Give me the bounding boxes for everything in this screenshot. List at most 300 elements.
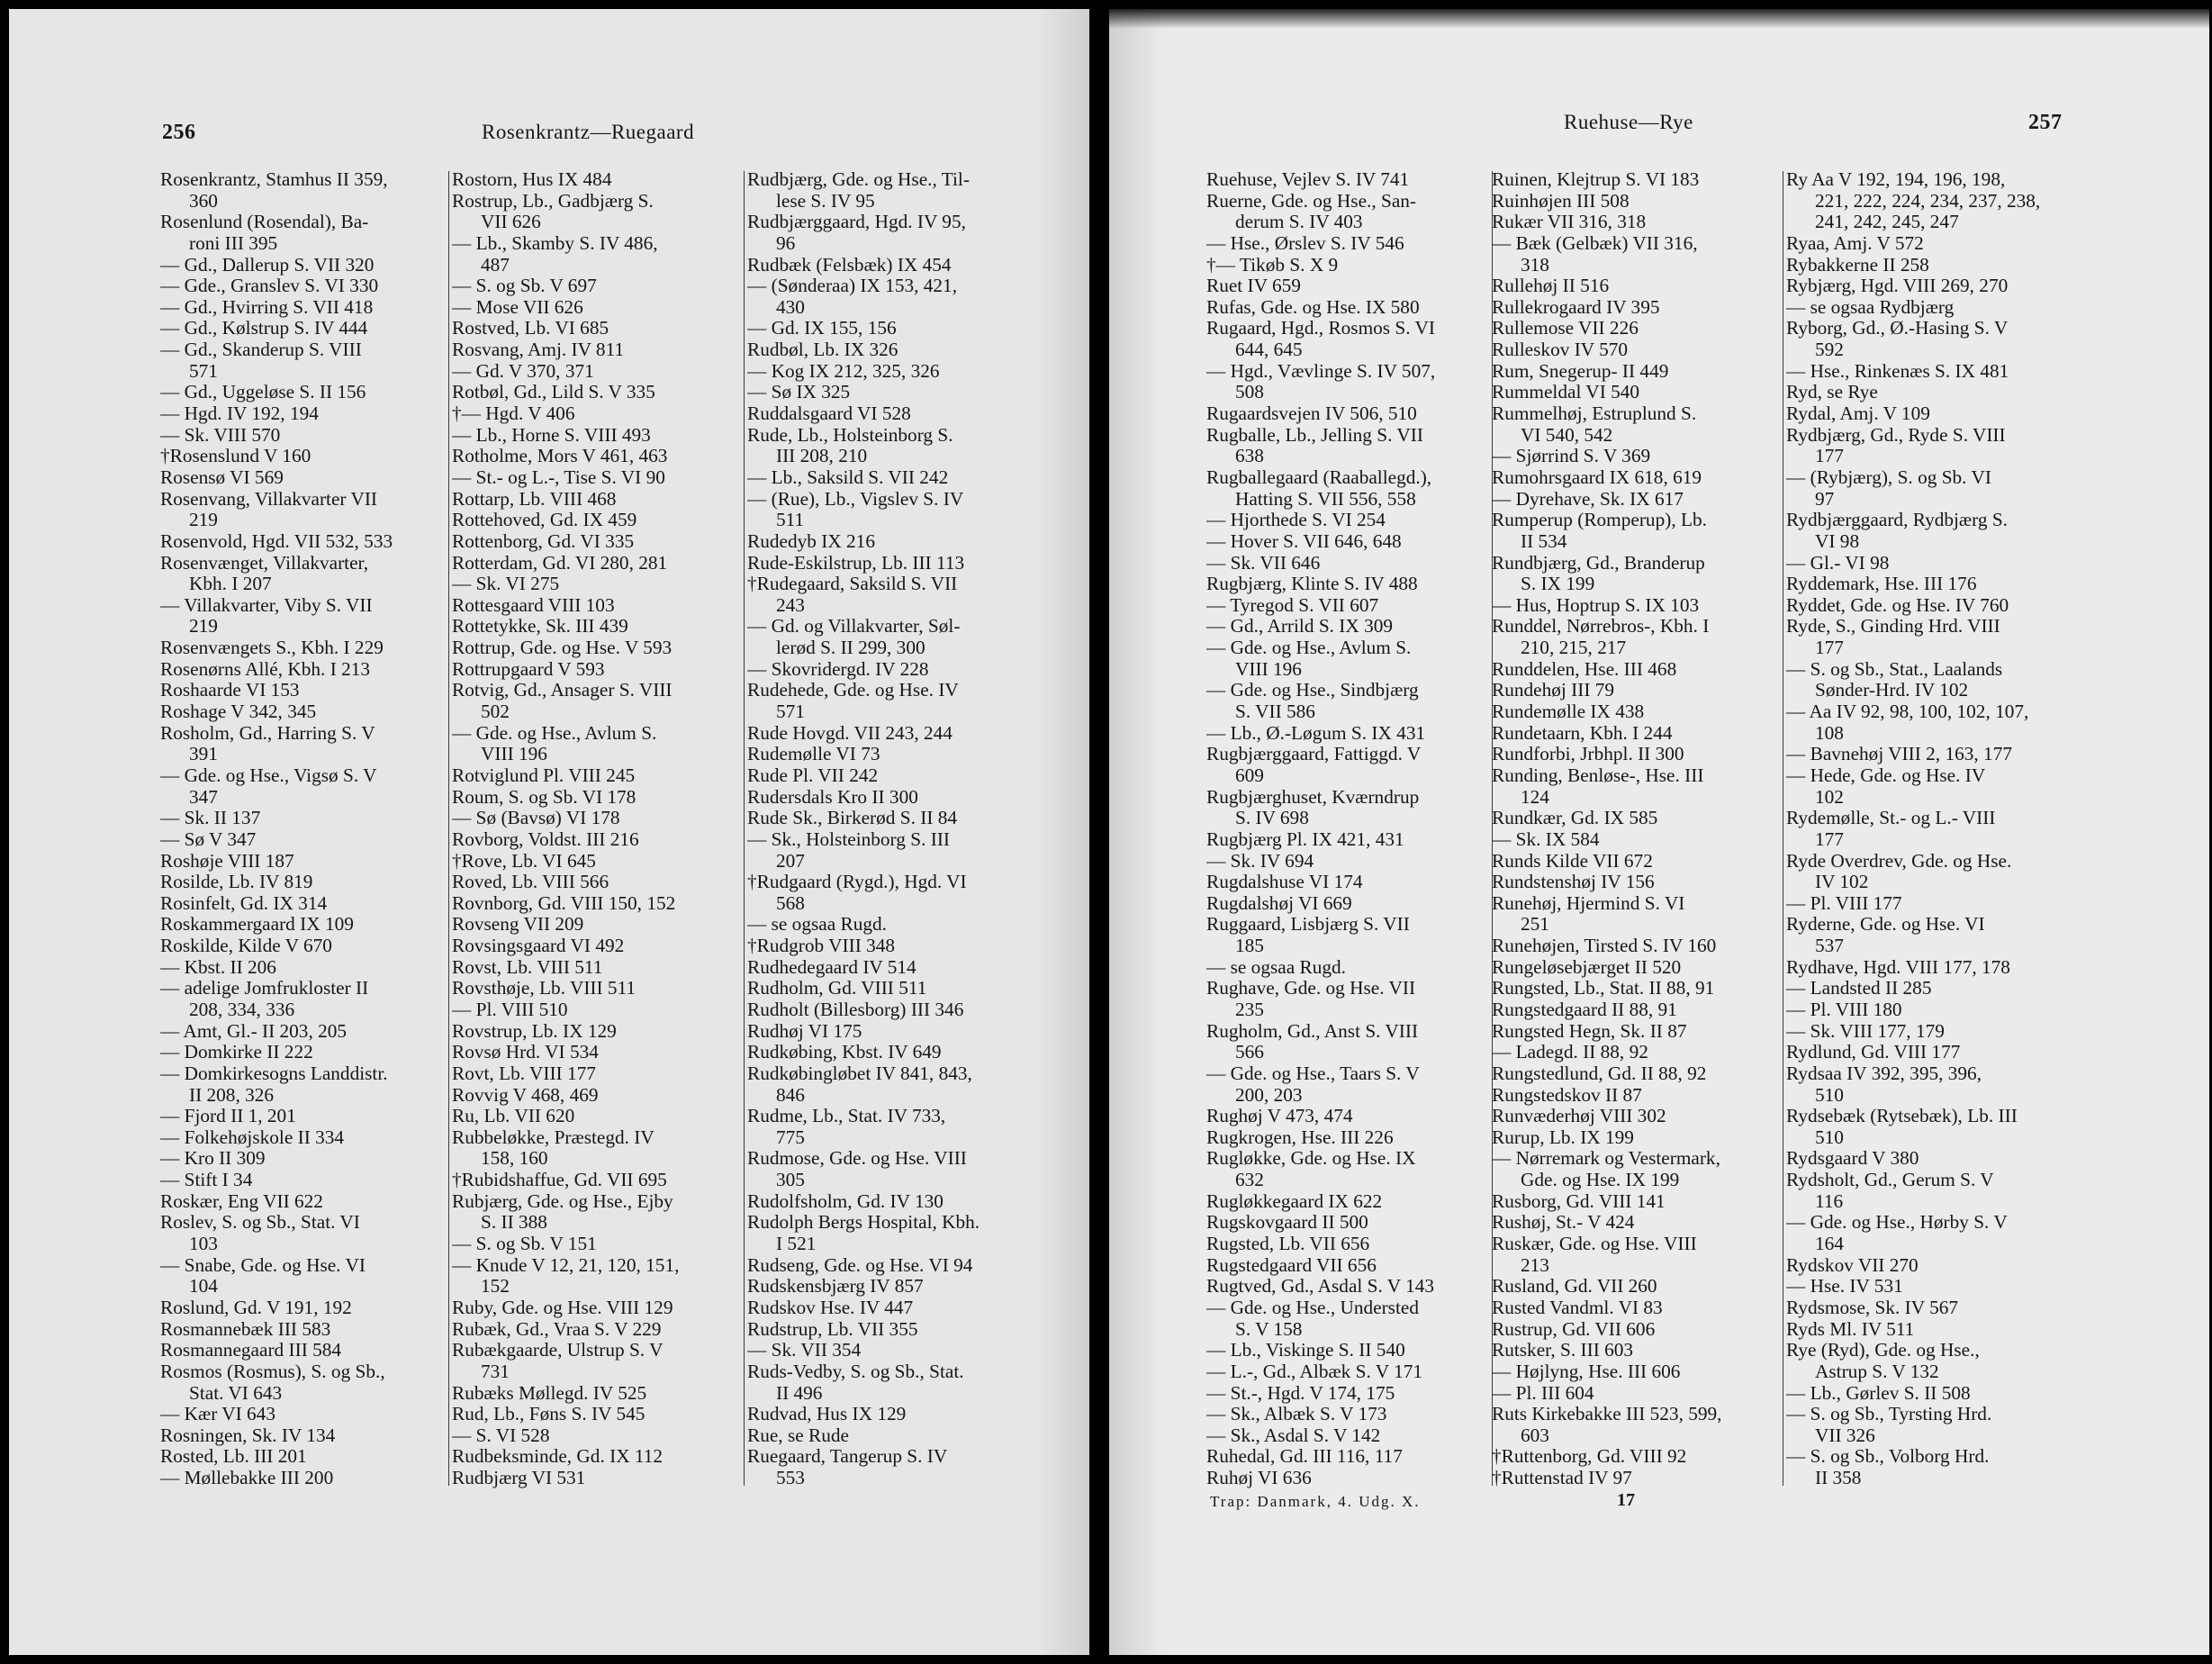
index-entry-continuation: 305 — [776, 1170, 805, 1191]
index-entry: Rundetaarn, Kbh. I 244 — [1492, 722, 1673, 744]
index-entry: Rovsthøje, Lb. VIII 511 — [452, 978, 637, 999]
index-entry: Ry Aa V 192, 194, 196, 198, — [1786, 169, 2006, 190]
index-entry: Rundemølle IX 438 — [1492, 701, 1645, 723]
index-entry: Rosholm, Gd., Harring S. V — [160, 722, 375, 744]
index-column-3 — [747, 169, 1037, 1489]
index-entry: — Hus, Hoptrup S. IX 103 — [1492, 594, 1700, 616]
index-entry: Rudemølle VI 73 — [747, 744, 880, 765]
index-entry: — Lb., Saksild S. VII 242 — [747, 466, 949, 488]
index-entry: Rudseng, Gde. og Hse. VI 94 — [747, 1254, 973, 1276]
index-entry: Rungstedlund, Gd. II 88, 92 — [1492, 1063, 1707, 1084]
index-entry: — Knude V 12, 21, 120, 151, — [452, 1254, 680, 1276]
index-entry: Rushøj, St.- V 424 — [1492, 1212, 1635, 1234]
right-page — [1109, 9, 2209, 1655]
index-entry: — S. og Sb., Tyrsting Hrd. — [1786, 1404, 1992, 1425]
index-entry: — Hgd. IV 192, 194 — [160, 403, 319, 425]
index-entry: Rudbæk (Felsbæk) IX 454 — [747, 254, 952, 276]
index-column-2 — [1492, 169, 1783, 1489]
index-entry: Rugløkkegaard IX 622 — [1206, 1190, 1383, 1212]
page-number: 257 — [2028, 111, 2063, 134]
index-entry: Ruinen, Klejtrup S. VI 183 — [1492, 169, 1700, 190]
index-entry: — Lb., Horne S. VIII 493 — [452, 424, 651, 446]
index-entry: †— Hgd. V 406 — [452, 403, 575, 425]
index-entry-continuation: IV 102 — [1815, 872, 1869, 893]
index-entry: Rufas, Gde. og Hse. IX 580 — [1206, 296, 1420, 318]
index-entry: †Ruttenstad IV 97 — [1492, 1468, 1632, 1489]
index-entry: Rudbøl, Lb. IX 326 — [747, 339, 898, 361]
index-entry: Rubjærg, Gde. og Hse., Ejby — [452, 1190, 673, 1212]
index-entry-continuation: S. VII 586 — [1235, 701, 1315, 723]
index-entry: Rugbjærggaard, Fattiggd. V — [1206, 744, 1422, 765]
index-entry: Rosenvold, Hgd. VII 532, 533 — [160, 530, 393, 552]
index-entry: — Hover S. VII 646, 648 — [1206, 530, 1402, 552]
index-entry: — Pl. VIII 180 — [1786, 999, 1902, 1020]
index-entry: — L.-, Gd., Albæk S. V 171 — [1206, 1361, 1423, 1382]
index-entry: Rue, se Rude — [747, 1424, 849, 1446]
index-entry: †Rosenslund V 160 — [160, 446, 311, 467]
index-entry: Roshage V 342, 345 — [160, 701, 317, 723]
index-entry: Rulleskov IV 570 — [1492, 339, 1629, 361]
index-entry: †Rudegaard, Saksild S. VII — [747, 574, 958, 595]
index-entry: Rudholm, Gd. VIII 511 — [747, 978, 927, 999]
index-entry: Rydemølle, St.- og L.- VIII — [1786, 808, 1996, 829]
index-entry: — se ogsaa Rugd. — [1206, 956, 1346, 978]
index-entry-continuation: 108 — [1815, 722, 1844, 744]
index-entry: — St.-, Hgd. V 174, 175 — [1206, 1382, 1395, 1404]
index-entry: Rugstedgaard VII 656 — [1206, 1254, 1377, 1276]
index-entry-continuation: 537 — [1815, 936, 1844, 957]
index-entry: Ruinhøjen III 508 — [1492, 190, 1630, 212]
index-entry-continuation: 185 — [1235, 936, 1264, 957]
index-entry: Rugaard, Hgd., Rosmos S. VI — [1206, 318, 1435, 339]
index-entry: Rotvig, Gd., Ansager S. VIII — [452, 680, 673, 701]
index-entry: Rosenørns Allé, Kbh. I 213 — [160, 658, 371, 680]
index-entry: — Ladegd. II 88, 92 — [1492, 1042, 1648, 1063]
index-entry-continuation: I 521 — [776, 1234, 817, 1255]
index-entry: Rottarp, Lb. VIII 468 — [452, 488, 617, 510]
index-entry: Rottehoved, Gd. IX 459 — [452, 510, 637, 531]
index-entry-continuation: 568 — [776, 892, 805, 914]
index-entry: Rottrupgaard V 593 — [452, 658, 605, 680]
index-entry-continuation: 96 — [776, 232, 796, 254]
index-entry-continuation: 391 — [189, 744, 218, 765]
index-entry: Rudkøbing, Kbst. IV 649 — [747, 1042, 942, 1063]
index-entry: Rugballegaard (Raaballegd.), — [1206, 466, 1432, 488]
index-entry: Roshøje VIII 187 — [160, 850, 294, 872]
index-entry-continuation: Gde. og Hse. IX 199 — [1521, 1170, 1680, 1191]
index-entry-continuation: 152 — [481, 1276, 510, 1298]
index-entry: Rudbjærg VI 531 — [452, 1468, 586, 1489]
index-entry: — Fjord II 1, 201 — [160, 1106, 296, 1127]
index-entry: — Sjørrind S. V 369 — [1492, 446, 1651, 467]
index-entry: — Højlyng, Hse. III 606 — [1492, 1361, 1681, 1382]
index-entry-continuation: 502 — [481, 701, 510, 723]
left-page — [9, 9, 1089, 1655]
index-entry: — Kro II 309 — [160, 1148, 266, 1170]
index-entry: Rudolfsholm, Gd. IV 130 — [747, 1190, 943, 1212]
index-entry: Rovsø Hrd. VI 534 — [452, 1042, 599, 1063]
index-entry: — Lb., Gørlev S. II 508 — [1786, 1382, 1971, 1404]
index-entry-continuation: 102 — [1815, 786, 1844, 808]
index-entry: — Sk., Asdal S. V 142 — [1206, 1424, 1381, 1446]
index-entry: — Sø V 347 — [160, 828, 257, 850]
index-entry-continuation: 638 — [1235, 446, 1264, 467]
index-entry: Rungstedskov II 87 — [1492, 1084, 1642, 1106]
index-entry: — St.- og L.-, Tise S. VI 90 — [452, 466, 665, 488]
index-entry: Rullemose VII 226 — [1492, 318, 1639, 339]
index-entry: †— Tikøb S. X 9 — [1206, 254, 1339, 276]
index-entry-continuation: 158, 160 — [481, 1148, 548, 1170]
index-entry-continuation: 219 — [189, 616, 218, 638]
index-entry: — Pl. VIII 510 — [452, 999, 568, 1020]
index-entry: Rotviglund Pl. VIII 245 — [452, 764, 636, 786]
index-entry: — Møllebakke III 200 — [160, 1468, 334, 1489]
index-entry-continuation: Astrup S. V 132 — [1815, 1361, 1939, 1382]
index-entry: Rugdalshøj VI 669 — [1206, 892, 1352, 914]
index-entry: — Amt, Gl.- II 203, 205 — [160, 1020, 348, 1042]
index-entry: — Domkirkesogns Landdistr. — [160, 1063, 388, 1084]
index-entry-continuation: lese S. IV 95 — [776, 190, 875, 212]
index-entry: Rubækgaarde, Ulstrup S. V — [452, 1340, 664, 1361]
index-entry: Roshaarde VI 153 — [160, 680, 300, 701]
index-entry: Rundstenshøj IV 156 — [1492, 872, 1655, 893]
index-entry: — Sk. VII 646 — [1206, 552, 1321, 574]
index-entry: — Gde. og Hse., Understed — [1206, 1297, 1419, 1318]
index-entry-continuation: VII 626 — [481, 212, 541, 233]
index-entry: — Villakvarter, Viby S. VII — [160, 594, 373, 616]
index-entry: Roum, S. og Sb. VI 178 — [452, 786, 637, 808]
index-entry: Rude, Lb., Holsteinborg S. — [747, 424, 953, 446]
index-entry: Rugbjærg Pl. IX 421, 431 — [1206, 828, 1404, 850]
index-entry: †Rove, Lb. VI 645 — [452, 850, 596, 872]
index-entry: — Snabe, Gde. og Hse. VI — [160, 1254, 366, 1276]
index-entry: — Aa IV 92, 98, 100, 102, 107, — [1786, 701, 2029, 723]
index-entry: Rukær VII 316, 318 — [1492, 212, 1647, 233]
index-entry: Rusted Vandml. VI 83 — [1492, 1297, 1663, 1318]
index-entry-continuation: 846 — [776, 1084, 805, 1106]
index-entry-continuation: VIII 196 — [1235, 658, 1302, 680]
index-entry: Rotbøl, Gd., Lild S. V 335 — [452, 382, 655, 403]
index-entry: Rovseng VII 209 — [452, 914, 584, 936]
index-entry: Rughøj V 473, 474 — [1206, 1106, 1353, 1127]
index-entry: Rovstrup, Lb. IX 129 — [452, 1020, 617, 1042]
gutter-shadow — [1035, 9, 1089, 1655]
index-entry: Rudme, Lb., Stat. IV 733, — [747, 1106, 946, 1127]
index-entry-continuation: 241, 242, 245, 247 — [1815, 212, 1959, 233]
index-entry: Ruet IV 659 — [1206, 276, 1301, 297]
index-column-1 — [160, 169, 447, 1489]
index-entry: Rude Hovgd. VII 243, 244 — [747, 722, 953, 744]
index-entry-continuation: VIII 196 — [481, 744, 547, 765]
index-entry: Ruskær, Gde. og Hse. VIII — [1492, 1234, 1697, 1255]
index-entry: Runehøjen, Tirsted S. IV 160 — [1492, 936, 1717, 957]
index-entry: Rydsholt, Gd., Gerum S. V — [1786, 1170, 1994, 1191]
index-entry: — Gde. og Hse., Sindbjærg — [1206, 680, 1419, 701]
index-entry-continuation: 510 — [1815, 1084, 1844, 1106]
scan-edge-shadow — [1109, 9, 2209, 29]
index-entry-continuation: 208, 334, 336 — [189, 999, 295, 1020]
index-entry: Ryddemark, Hse. III 176 — [1786, 574, 1977, 595]
index-entry-continuation: 235 — [1235, 999, 1264, 1020]
index-entry: Rundforbi, Jrbhpl. II 300 — [1492, 744, 1684, 765]
index-entry: — Hse., Ørslev S. IV 546 — [1206, 232, 1404, 254]
index-entry-continuation: 609 — [1235, 764, 1264, 786]
index-entry: Rostved, Lb. VI 685 — [452, 318, 609, 339]
column-rule — [744, 171, 745, 1486]
index-entry: — S. og Sb., Stat., Laalands — [1786, 658, 2003, 680]
index-entry: Rosted, Lb. III 201 — [160, 1446, 307, 1468]
index-entry-continuation: 103 — [189, 1234, 218, 1255]
index-entry: — Hse., Rinkenæs S. IX 481 — [1786, 360, 2009, 382]
index-entry-continuation: 207 — [776, 850, 805, 872]
index-entry-continuation: S. V 158 — [1235, 1318, 1303, 1340]
index-entry: — Gd. IX 155, 156 — [747, 318, 897, 339]
index-entry: — Bavnehøj VIII 2, 163, 177 — [1786, 744, 2012, 765]
index-entry: †Ruttenborg, Gd. VIII 92 — [1492, 1446, 1687, 1468]
index-entry-continuation: S. IX 199 — [1521, 574, 1595, 595]
index-entry: Rugaardsvejen IV 506, 510 — [1206, 403, 1417, 425]
index-entry: Rudedyb IX 216 — [747, 530, 875, 552]
index-entry: — Kog IX 212, 325, 326 — [747, 360, 940, 382]
index-entry: — Sk. II 137 — [160, 808, 261, 829]
index-entry: Rottetykke, Sk. III 439 — [452, 616, 628, 638]
index-entry: Rosmannegaard III 584 — [160, 1340, 342, 1361]
index-entry-continuation: 177 — [1815, 638, 1844, 659]
index-entry: Ryaa, Amj. V 572 — [1786, 232, 1924, 254]
index-entry: Ruegaard, Tangerup S. IV — [747, 1446, 948, 1468]
index-entry: Rosvang, Amj. IV 811 — [452, 339, 625, 361]
index-entry: Rosmannebæk III 583 — [160, 1318, 331, 1340]
index-entry: Rydsmose, Sk. IV 567 — [1786, 1297, 1959, 1318]
index-entry: — Kbst. II 206 — [160, 956, 276, 978]
index-entry: Rudehede, Gde. og Hse. IV — [747, 680, 959, 701]
index-entry-continuation: 566 — [1235, 1042, 1264, 1063]
index-entry-continuation: 553 — [776, 1468, 805, 1489]
index-entry: Rydlund, Gd. VIII 177 — [1786, 1042, 1961, 1063]
index-column-3 — [1786, 169, 2080, 1489]
index-entry: Runddel, Nørrebros-, Kbh. I — [1492, 616, 1710, 638]
index-entry-continuation: III 208, 210 — [776, 446, 868, 467]
index-entry: Rudmose, Gde. og Hse. VIII — [747, 1148, 967, 1170]
index-entry: Rosmos (Rosmus), S. og Sb., — [160, 1361, 385, 1382]
index-entry: — Lb., Viskinge S. II 540 — [1206, 1340, 1405, 1361]
index-entry: Ryderne, Gde. og Hse. VI — [1786, 914, 1985, 936]
index-entry: Rovnborg, Gd. VIII 150, 152 — [452, 892, 676, 914]
index-entry-continuation: lerød S. II 299, 300 — [776, 638, 925, 659]
index-entry: — Gde. og Hse., Taars S. V — [1206, 1063, 1420, 1084]
index-entry: Rungsted Hegn, Sk. II 87 — [1492, 1020, 1687, 1042]
index-entry-continuation: 318 — [1521, 254, 1549, 276]
index-entry: — Sk., Holsteinborg S. III — [747, 828, 951, 850]
index-entry-continuation: 200, 203 — [1235, 1084, 1303, 1106]
index-entry: Rybakkerne II 258 — [1786, 254, 1929, 276]
index-entry: — Landsted II 285 — [1786, 978, 1932, 999]
index-entry-continuation: 251 — [1521, 914, 1549, 936]
index-entry-continuation: S. II 388 — [481, 1212, 547, 1234]
index-entry: Rosenlund (Rosendal), Ba- — [160, 212, 369, 233]
index-entry: — Hgd., Vævlinge S. IV 507, — [1206, 360, 1436, 382]
index-entry: Rum, Snegerup- II 449 — [1492, 360, 1669, 382]
index-entry: Rudstrup, Lb. VII 355 — [747, 1318, 918, 1340]
index-column-1 — [1206, 169, 1494, 1489]
index-entry-continuation: 603 — [1521, 1424, 1549, 1446]
index-entry: Rosilde, Lb. IV 819 — [160, 872, 313, 893]
index-entry: — Sk. IV 694 — [1206, 850, 1314, 872]
index-entry: Rude Pl. VII 242 — [747, 764, 879, 786]
index-entry: Ruhedal, Gd. III 116, 117 — [1206, 1446, 1403, 1468]
index-entry: — Hse. IV 531 — [1786, 1276, 1903, 1298]
index-entry: — Sk., Albæk S. V 173 — [1206, 1404, 1387, 1425]
index-entry: Rutsker, S. III 603 — [1492, 1340, 1634, 1361]
index-entry: Rugbjærg, Klinte S. IV 488 — [1206, 574, 1418, 595]
index-entry-continuation: 571 — [189, 360, 218, 382]
index-entry: — Sk. VI 275 — [452, 574, 560, 595]
index-entry-continuation: II 496 — [776, 1382, 823, 1404]
index-entry: Rudersdals Kro II 300 — [747, 786, 918, 808]
index-entry: — Sk. VII 354 — [747, 1340, 862, 1361]
index-entry: Roslev, S. og Sb., Stat. VI — [160, 1212, 360, 1234]
index-entry: Rydskov VII 270 — [1786, 1254, 1919, 1276]
index-entry: Rustrup, Gd. VII 606 — [1492, 1318, 1656, 1340]
index-entry-continuation: 219 — [189, 510, 218, 531]
index-entry: — Gde. og Hse., Avlum S. — [1206, 638, 1412, 659]
index-entry: Rugbjærghuset, Kværndrup — [1206, 786, 1420, 808]
index-entry: — Skovridergd. IV 228 — [747, 658, 929, 680]
index-entry: Rugløkke, Gde. og Hse. IX — [1206, 1148, 1416, 1170]
index-entry: Rummeldal VI 540 — [1492, 382, 1640, 403]
index-entry: Ruehuse, Vejlev S. IV 741 — [1206, 169, 1410, 190]
index-entry-continuation: 508 — [1235, 382, 1264, 403]
index-entry-continuation: 243 — [776, 594, 805, 616]
index-entry: Rundbjærg, Gd., Branderup — [1492, 552, 1705, 574]
index-entry-continuation: 164 — [1815, 1234, 1844, 1255]
index-entry: — (Rue), Lb., Vigslev S. IV — [747, 488, 964, 510]
index-column-2 — [452, 169, 738, 1489]
index-entry: Rovvig V 468, 469 — [452, 1084, 599, 1106]
index-entry: Rud, Lb., Føns S. IV 545 — [452, 1404, 646, 1425]
index-entry-continuation: 644, 645 — [1235, 339, 1303, 361]
index-entry: — S. og Sb., Volborg Hrd. — [1786, 1446, 1990, 1468]
index-entry: — Sk. VIII 570 — [160, 424, 281, 446]
index-entry-continuation: 116 — [1815, 1190, 1844, 1212]
index-entry: — Kær VI 643 — [160, 1404, 275, 1425]
index-entry-continuation: 592 — [1815, 339, 1844, 361]
index-entry: — Gd. V 370, 371 — [452, 360, 594, 382]
index-entry: — Bæk (Gelbæk) VII 316, — [1492, 232, 1698, 254]
index-entry: — se ogsaa Rugd. — [747, 914, 887, 936]
index-entry-continuation: Stat. VI 643 — [189, 1382, 283, 1404]
index-entry: Rydsgaard V 380 — [1786, 1148, 1919, 1170]
index-entry: Rottesgaard VIII 103 — [452, 594, 615, 616]
index-entry: Rugskovgaard II 500 — [1206, 1212, 1368, 1234]
index-entry: Rungeløsebjærget II 520 — [1492, 956, 1682, 978]
index-entry: — S. VI 528 — [452, 1424, 550, 1446]
index-entry: — Gd., Dallerup S. VII 320 — [160, 254, 375, 276]
index-entry-continuation: II 534 — [1521, 530, 1567, 552]
index-entry: Rosenvængets S., Kbh. I 229 — [160, 638, 384, 659]
index-entry-continuation: 775 — [776, 1126, 805, 1148]
index-entry: Ruggaard, Lisbjærg S. VII — [1206, 914, 1410, 936]
index-entry: Rugkrogen, Hse. III 226 — [1206, 1126, 1394, 1148]
index-entry: — Lb., Ø.-Løgum S. IX 431 — [1206, 722, 1426, 744]
index-entry-continuation: 360 — [189, 190, 218, 212]
index-entry: — Tyregod S. VII 607 — [1206, 594, 1379, 616]
index-entry-continuation: II 208, 326 — [189, 1084, 275, 1106]
index-entry: Rugholm, Gd., Anst S. VIII — [1206, 1020, 1419, 1042]
index-entry: Runddelen, Hse. III 468 — [1492, 658, 1677, 680]
index-entry-continuation: 430 — [776, 296, 805, 318]
index-entry: Rottenborg, Gd. VI 335 — [452, 530, 635, 552]
index-entry-continuation: II 358 — [1815, 1468, 1862, 1489]
index-entry: Rudbjærggaard, Hgd. IV 95, — [747, 212, 966, 233]
index-entry: — Gl.- VI 98 — [1786, 552, 1890, 574]
index-entry: — Sk. IX 584 — [1492, 828, 1600, 850]
index-entry: †Rudgaard (Rygd.), Hgd. VI — [747, 872, 967, 893]
index-entry-continuation: 97 — [1815, 488, 1835, 510]
index-entry: Runvæderhøj VIII 302 — [1492, 1106, 1666, 1127]
index-entry: Rungsted, Lb., Stat. II 88, 91 — [1492, 978, 1715, 999]
index-entry: Roskilde, Kilde V 670 — [160, 936, 332, 957]
index-entry: Roskær, Eng VII 622 — [160, 1190, 323, 1212]
index-entry: — Folkehøjskole II 334 — [160, 1126, 345, 1148]
index-entry: Rydsaa IV 392, 395, 396, — [1786, 1063, 1982, 1084]
index-entry: Rugtved, Gd., Asdal S. V 143 — [1206, 1276, 1435, 1298]
index-entry: Rullehøj II 516 — [1492, 276, 1610, 297]
index-entry: Rudbeksminde, Gd. IX 112 — [452, 1446, 664, 1468]
index-entry: Runding, Benløse-, Hse. III — [1492, 764, 1704, 786]
index-entry: — Gde. og Hse., Avlum S. — [452, 722, 657, 744]
index-entry: — adelige Jomfrukloster II — [160, 978, 369, 999]
index-entry-continuation: 210, 215, 217 — [1521, 638, 1627, 659]
index-entry-continuation: 221, 222, 224, 234, 237, 238, — [1815, 190, 2041, 212]
index-entry-continuation: roni III 395 — [189, 232, 278, 254]
index-entry: — Gde. og Hse., Hørby S. V — [1786, 1212, 2008, 1234]
index-entry-continuation: Kbh. I 207 — [189, 574, 272, 595]
index-entry-continuation: 510 — [1815, 1126, 1844, 1148]
index-entry: Ruddalsgaard VI 528 — [747, 403, 911, 425]
index-entry: Rosenvænget, Villakvarter, — [160, 552, 369, 574]
index-entry-continuation: 571 — [776, 701, 805, 723]
index-entry-continuation: 731 — [481, 1361, 510, 1382]
index-entry-continuation: 213 — [1521, 1254, 1549, 1276]
index-entry: — Hede, Gde. og Hse. IV — [1786, 764, 1986, 786]
index-entry-continuation: 632 — [1235, 1170, 1264, 1191]
index-entry: Rydal, Amj. V 109 — [1786, 403, 1930, 425]
index-entry: Rosinfelt, Gd. IX 314 — [160, 892, 328, 914]
index-entry: Rovsingsgaard VI 492 — [452, 936, 625, 957]
index-entry: Rugdalshuse VI 174 — [1206, 872, 1363, 893]
index-entry: — Gd., Arrild S. IX 309 — [1206, 616, 1394, 638]
index-entry: Ryde Overdrev, Gde. og Hse. — [1786, 850, 2012, 872]
column-rule — [448, 171, 449, 1486]
index-entry: Rotterdam, Gd. VI 280, 281 — [452, 552, 668, 574]
running-header: Rosenkrantz—Ruegaard — [482, 121, 695, 143]
index-entry: Ru, Lb. VII 620 — [452, 1106, 575, 1127]
index-entry: Ryde, S., Ginding Hrd. VIII — [1786, 616, 2000, 638]
index-entry: — (Rybjærg), S. og Sb. VI — [1786, 466, 1991, 488]
index-entry: — Sk. VIII 177, 179 — [1786, 1020, 1945, 1042]
index-entry: Rottrup, Gde. og Hse. V 593 — [452, 638, 673, 659]
index-entry-continuation: derum S. IV 403 — [1235, 212, 1363, 233]
index-entry: — se ogsaa Rydbjærg — [1786, 296, 1955, 318]
index-entry: Rummelhøj, Estruplund S. — [1492, 403, 1697, 425]
index-entry: — Gd., Skanderup S. VIII — [160, 339, 362, 361]
index-entry: Rurup, Lb. IX 199 — [1492, 1126, 1634, 1148]
index-entry: Ruhøj VI 636 — [1206, 1468, 1312, 1489]
index-entry: Ryd, se Rye — [1786, 382, 1878, 403]
index-entry: Rydhave, Hgd. VIII 177, 178 — [1786, 956, 2010, 978]
index-entry: Runehøj, Hjermind S. VI — [1492, 892, 1685, 914]
